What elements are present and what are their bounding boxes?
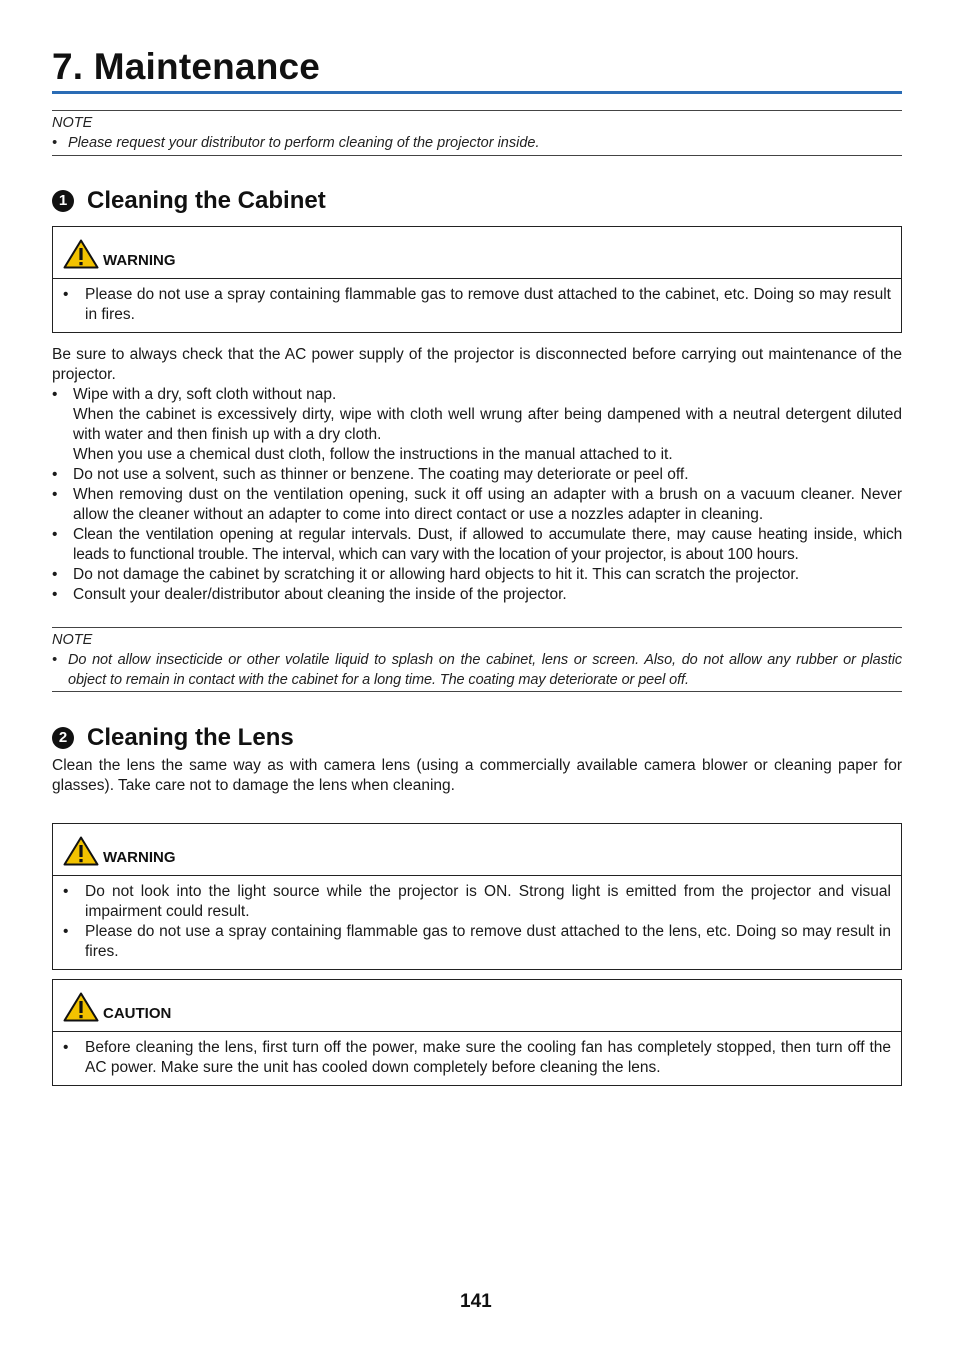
section-number-badge: 2 xyxy=(52,727,74,749)
bullet: • xyxy=(63,883,69,900)
list-item-text: Do not damage the cabinet by scratching it or allowing hard objects to hit it. This can scratch the projector. xyxy=(73,566,800,583)
list-line: Wipe with a dry, soft cloth without nap. xyxy=(73,386,337,403)
warning-triangle-icon xyxy=(63,239,99,269)
list-item xyxy=(52,525,902,565)
bullet: • xyxy=(52,652,58,668)
list-item-text: When removing dust on the ventilation opening, suck it off using an adapter with a brush on a vacuum cleaner. Never allow the cleaner without an adapter to come into direct contact or use a nozzles adapter in cleaning. xyxy=(73,486,902,523)
section-number-badge: 1 xyxy=(52,190,74,212)
chapter-title: 7. Maintenance xyxy=(52,46,321,87)
note-label: NOTE xyxy=(52,632,93,648)
note-label: NOTE xyxy=(52,115,93,131)
list-item xyxy=(63,1038,891,1078)
warning-label: WARNING xyxy=(103,849,176,866)
caution-text: Before cleaning the lens, first turn off the power, make sure the cooling fan has completely stopped, then turn off the AC power. Make sure the unit has cooled down completely before cleaning the lens. xyxy=(85,1039,891,1076)
note-box xyxy=(52,627,902,692)
maintenance-list xyxy=(52,385,902,605)
list-line: When the cabinet is excessively dirty, wipe with cloth well wrung after being dampened with a neutral detergent diluted with water and then finish up with a dry cloth. xyxy=(73,406,902,443)
bullet: • xyxy=(52,526,58,543)
bullet: • xyxy=(52,586,58,603)
bullet: • xyxy=(63,1039,69,1056)
list-item xyxy=(52,385,902,465)
list-item xyxy=(52,465,902,485)
caution-body xyxy=(53,1032,901,1085)
warning-text: Please do not use a spray containing flammable gas to remove dust attached to the cabinet, etc. Doing so may result in fires. xyxy=(85,286,891,323)
note-text: Do not allow insecticide or other volatile liquid to splash on the cabinet, lens or screen. Also, do not allow any rubber or plastic object to remain in contact with the cabinet for a long time. The coating may deteriorate or peel off. xyxy=(68,652,902,688)
section-heading-lens xyxy=(52,724,294,752)
warning-header xyxy=(53,227,901,279)
warning-triangle-icon xyxy=(63,992,99,1022)
intro-paragraph: Be sure to always check that the AC power supply of the projector is disconnected before carrying out maintenance of the projector. xyxy=(52,346,902,383)
section-heading-cabinet xyxy=(52,187,326,215)
warning-box xyxy=(52,226,902,333)
list-item xyxy=(52,585,902,605)
warning-box xyxy=(52,823,902,970)
bullet: • xyxy=(52,386,58,403)
bullet: • xyxy=(52,135,58,151)
bullet: • xyxy=(63,923,69,940)
list-item-text: Consult your dealer/distributor about cleaning the inside of the projector. xyxy=(73,586,567,603)
warning-triangle-icon xyxy=(63,836,99,866)
intro-paragraph: Clean the lens the same way as with camera lens (using a commercially available camera blower or cleaning paper for glasses). Take care not to damage the lens when cleaning. xyxy=(52,757,902,794)
list-item xyxy=(63,882,891,922)
note-text: Please request your distributor to perform cleaning of the projector inside. xyxy=(68,135,540,151)
title-rule xyxy=(52,91,902,94)
note-item xyxy=(52,650,902,690)
bullet: • xyxy=(63,286,69,303)
list-item xyxy=(63,285,891,325)
warning-body xyxy=(53,279,901,332)
bullet: • xyxy=(52,466,58,483)
list-line: When you use a chemical dust cloth, follow the instructions in the manual attached to it. xyxy=(73,446,673,463)
list-item xyxy=(52,485,902,525)
list-item-text: Clean the ventilation opening at regular intervals. Dust, if allowed to accumulate there, may cause heating inside, which leads to functional trouble. The interval, which can vary with the location of your projector, is about 100 hours. xyxy=(73,526,902,563)
caution-header xyxy=(53,980,901,1032)
section-title: Cleaning the Cabinet xyxy=(87,187,326,214)
bullet: • xyxy=(52,566,58,583)
note-item xyxy=(52,133,902,153)
list-item xyxy=(52,565,902,585)
caution-box xyxy=(52,979,902,1086)
warning-text: Do not look into the light source while the projector is ON. Strong light is emitted from the projector and visual impairment could result. xyxy=(85,883,891,920)
caution-label: CAUTION xyxy=(103,1005,172,1022)
warning-label: WARNING xyxy=(103,252,176,269)
warning-header xyxy=(53,824,901,876)
list-item-text: Do not use a solvent, such as thinner or benzene. The coating may deteriorate or peel off. xyxy=(73,466,689,483)
list-item xyxy=(63,922,891,962)
note-box xyxy=(52,110,902,156)
warning-text: Please do not use a spray containing flammable gas to remove dust attached to the lens, etc. Doing so may result in fires. xyxy=(85,923,891,960)
section-title: Cleaning the Lens xyxy=(87,724,294,751)
warning-body xyxy=(53,876,901,969)
list-item-text xyxy=(73,385,902,465)
bullet: • xyxy=(52,486,58,503)
page-number: 141 xyxy=(460,1291,492,1312)
